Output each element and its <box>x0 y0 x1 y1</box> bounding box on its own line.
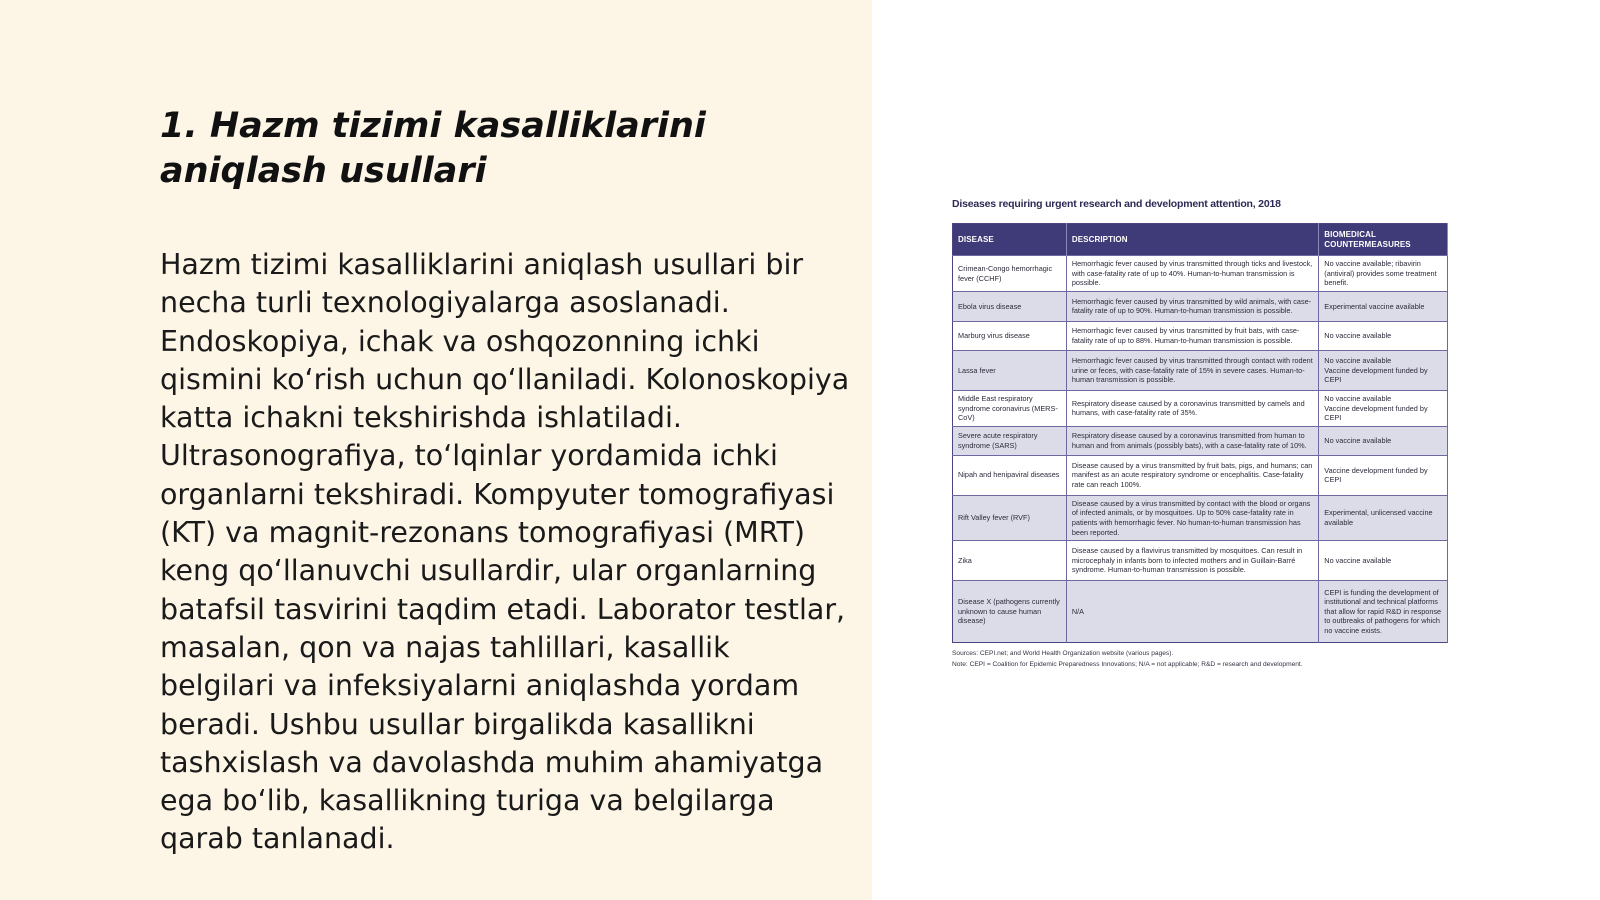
table-header-row <box>953 224 1448 256</box>
table-cell-disease: Ebola virus disease <box>953 291 1067 321</box>
table-row <box>953 350 1448 390</box>
figure-note: Note: CEPI = Coalition for Epidemic Preparedness Innovations; N/A = not applicable; R&D = research and development. <box>952 661 1303 669</box>
table-cell-description: Hemorrhagic fever caused by virus transmitted through contact with rodent urine or feces, with case-fatality rate of 15% in severe cases. Human-to-human transmission is possible. <box>1066 350 1318 390</box>
table-row <box>953 455 1448 495</box>
column-header-disease: DISEASE <box>953 224 1067 256</box>
table-cell-description: Hemorrhagic fever caused by virus transmitted by fruit bats, with case-fatality rate of up to 88%. Human-to-human transmission is possible. <box>1066 321 1318 350</box>
disease-table-figure <box>952 198 1448 670</box>
table-cell-disease: Rift Valley fever (RVF) <box>953 495 1067 540</box>
table-row <box>953 541 1448 581</box>
table-row <box>953 321 1448 350</box>
table-cell-countermeasures: No vaccine available; ribavirin (antiviral) provides some treatment benefit. <box>1319 256 1448 292</box>
table-row <box>953 426 1448 455</box>
slide-body-text: Hazm tizimi kasalliklarini aniqlash usullari bir necha turli texnologiyalarga asoslanadi. Endoskopiya, ichak va oshqozonning ichki qismini ko‘rish uchun qo‘llaniladi. Kolonoskopiya katta ichakni tekshirishda ishlatiladi. Ultrasonografiya, to‘lqinlar yordamida ichki organlarni tekshiradi. Kompyuter tomografiyasi (KT) va magnit-rezonans tomografiyasi (MRT) keng qo‘llanuvchi usullardir, ular organlarning batafsil tasvirini taqdim etadi. Laborator testlar, masalan, qon va najas tahlillari, kasallik belgilari va infeksiyalarni aniqlashda yordam beradi. Ushbu usullar birgalikda kasallikni tashxislash va davolashda muhim ahamiyatga ega bo‘lib, kasallikning turiga va belgilarga qarab tanlanadi. <box>160 248 850 856</box>
table-cell-disease: Disease X (pathogens currently unknown to cause human disease) <box>953 581 1067 643</box>
table-cell-description: Hemorrhagic fever caused by virus transmitted by wild animals, with case-fatality rate of up to 90%. Human-to-human transmission is possible. <box>1066 291 1318 321</box>
table-cell-disease: Middle East respiratory syndrome coronavirus (MERS-CoV) <box>953 390 1067 426</box>
table-cell-countermeasures: No vaccine available Vaccine development funded by CEPI <box>1319 390 1448 426</box>
slide-title: 1. Hazm tizimi kasalliklarini aniqlash usullari <box>160 106 706 191</box>
table-row <box>953 581 1448 643</box>
table-cell-description: Disease caused by a flavivirus transmitted by mosquitoes. Can result in microcephaly in infants born to infected mothers and in Guillain-Barré syndrome. Human-to-human transmission is possible. <box>1066 541 1318 581</box>
table-cell-countermeasures: No vaccine available <box>1319 321 1448 350</box>
table-cell-countermeasures: No vaccine available <box>1319 426 1448 455</box>
figure-notes <box>952 648 1448 670</box>
table-cell-countermeasures: Experimental vaccine available <box>1319 291 1448 321</box>
table-cell-countermeasures: CEPI is funding the development of institutional and technical platforms that allow for rapid R&D in response to outbreaks of pathogens for which no vaccine exists. <box>1319 581 1448 643</box>
figure-caption: Diseases requiring urgent research and development attention, 2018 <box>952 198 1281 210</box>
table-cell-countermeasures: Vaccine development funded by CEPI <box>1319 455 1448 495</box>
column-header-description: DESCRIPTION <box>1066 224 1318 256</box>
table-cell-disease: Marburg virus disease <box>953 321 1067 350</box>
figure-sources: Sources: CEPI.net; and World Health Organization website (various pages). <box>952 650 1174 658</box>
table-row <box>953 256 1448 292</box>
table-cell-disease: Lassa fever <box>953 350 1067 390</box>
table-cell-countermeasures: No vaccine available Vaccine development funded by CEPI <box>1319 350 1448 390</box>
table-cell-description: Respiratory disease caused by a coronavirus transmitted by camels and humans, with case-fatality rate of 35%. <box>1066 390 1318 426</box>
column-header-countermeasures: BIOMEDICAL COUNTERMEASURES <box>1319 224 1448 256</box>
table-cell-disease: Zika <box>953 541 1067 581</box>
table-cell-description: N/A <box>1066 581 1318 643</box>
table-cell-disease: Severe acute respiratory syndrome (SARS) <box>953 426 1067 455</box>
table-cell-disease: Crimean-Congo hemorrhagic fever (CCHF) <box>953 256 1067 292</box>
disease-table <box>952 223 1448 643</box>
table-cell-countermeasures: No vaccine available <box>1319 541 1448 581</box>
table-body <box>953 256 1448 643</box>
table-cell-description: Disease caused by a virus transmitted by contact with the blood or organs of infected animals, or by mosquitoes. Up to 50% case-fatality rate in patients with hemorrhagic fever. No human-to-human transmission has been reported. <box>1066 495 1318 540</box>
table-cell-description: Respiratory disease caused by a coronavirus transmitted from human to human and from animals (possibly bats), with a case-fatality rate of 10%. <box>1066 426 1318 455</box>
table-row <box>953 291 1448 321</box>
table-cell-countermeasures: Experimental, unlicensed vaccine available <box>1319 495 1448 540</box>
table-cell-description: Hemorrhagic fever caused by virus transmitted through ticks and livestock, with case-fatality rate of up to 40%. Human-to-human transmission is possible. <box>1066 256 1318 292</box>
table-cell-disease: Nipah and henipaviral diseases <box>953 455 1067 495</box>
table-row <box>953 390 1448 426</box>
table-row <box>953 495 1448 540</box>
table-cell-description: Disease caused by a virus transmitted by fruit bats, pigs, and humans; can manifest as an acute respiratory syndrome or encephalitis. Case-fatality rate can reach 100%. <box>1066 455 1318 495</box>
